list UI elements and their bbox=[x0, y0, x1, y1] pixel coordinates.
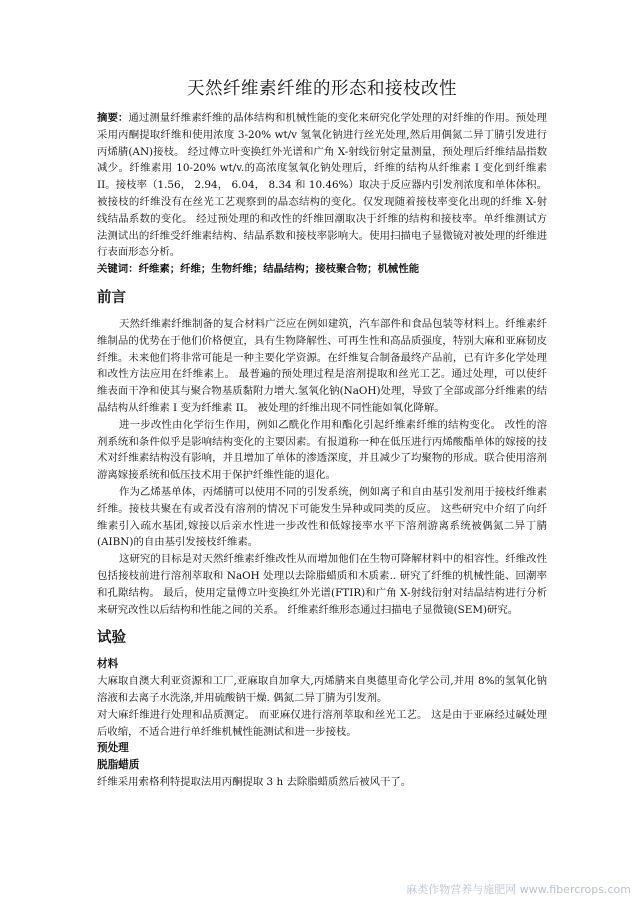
intro-paragraph-3: 作为乙烯基单体，丙烯腈可以使用不同的引发系统，例如离子和自由基引发剂用于接枝纤维素纤维。接枝共聚在有或者没有溶剂的情况下可能发生异种或同类的反应。 这些研究中介绍了向纤维素引入疏水基团,嫁接以后亲水性进一步改性和低嫁接率水平下溶剂游离系统被偶氮二异丁腈(AIBN)的自由基引发接枝纤维素。 bbox=[97, 485, 547, 549]
keywords bbox=[97, 261, 547, 278]
materials-paragraph-2: 对大麻纤维进行处理和品质测定。 而亚麻仅进行溶剂萃取和丝光工艺。 这是由于亚麻经过碱处理后收缩，不适合进行单纤维机械性能测试和进一步接枝。 bbox=[97, 708, 547, 738]
abstract-text: 通过测量纤维素纤维的晶体结构和机械性能的变化来研究化学处理的对纤维的作用。预处理采用丙酮提取纤维和使用浓度 3-20% wt/v 氢氧化钠进行丝光处理,然后用偶氮二异丁腈引发进行丙烯腈(AN)接枝。 经过傅立叶变换红外光谱和广角 X-射线衍射定量测量，预处理后纤维结晶指数减少。纤维素用 10-20% wt/v.的高浓度氢氧化钠处理后，纤维的结构从纤维素 I 变化到纤维素 II。接枝率（1.56， 2.94， 6.04， 8.34 和 10.46%）取决于反应器内引发剂浓度和单体体积。被接枝的纤维没有在丝光工艺观察到的晶态结构的变化。仅发现随着接枝率变化出现的纤维 X-射线结晶系数的变化。 经过预处理的和改性的纤维回潮取决于纤维的结构和接枝率。单纤维测试方法测试出的纤维受纤维素结构、结晶系数和接枝率影响大。使用扫描电子显微镜对被处理的纤维进行表面形态分析。 bbox=[97, 112, 548, 259]
paper-page bbox=[97, 78, 547, 791]
keywords-text: 纤维素；纤维；生物纤维；结晶结构；接枝聚合物；机械性能 bbox=[138, 263, 420, 276]
intro-paragraph-1: 天然纤维素纤维制备的复合材料广泛应在例如建筑，汽车部件和食品包装等材料上。纤维素纤维制品的优势在于他们价格便宜，具有生物降解性、可再生性和高品质强度，特别大麻和亚麻韧皮纤维。未来他们将非常可能是一种主要化学资源。在纤维复合制备最终产品前，已有许多化学处理和改性方法应用在纤维素上。 最普遍的预处理过程是溶剂提取和丝光工艺。通过处理，可以使纤维表面干净和使其与聚合物基质黏附力增大.氢氧化钠(NaOH)处理，导致了全部或部分纤维素的结晶结构从纤维素 I 变为纤维素 II。 被处理的纤维出现不同性能如氧化降解。 bbox=[97, 317, 547, 414]
section-heading-intro: 前言 bbox=[97, 289, 126, 306]
watermark-text: 麻类作物营养与施肥网 www.fibercrops.com bbox=[406, 883, 631, 896]
subheading-materials: 材料 bbox=[97, 658, 119, 671]
paper-title: 天然纤维素纤维的形态和接枝改性 bbox=[187, 79, 457, 99]
intro-paragraph-4: 这研究的目标是对天然纤维素纤维改性从而增加他们在生物可降解材料中的相容性。纤维改性包括接枝前进行溶剂萃取和 NaOH 处理以去除脂蜡质和木质素.. 研究了纤维的机械性能、回潮率和孔隙结构。 最后，使用定量傅立叶变换红外光谱(FTIR)和广角 X-射线衍射对结晶结构进行分析来研究改性以后结构和性能之间的关系。 纤维素纤维形态通过扫描电子显微镜(SEM)研究。 bbox=[97, 553, 547, 616]
dewaxing-paragraph: 纤维采用索格利特提取法用丙酮提取 3 h 去除脂蜡质然后被风干了。 bbox=[97, 775, 412, 788]
materials-paragraph-1: 大麻取自澳大利亚资源和工厂,亚麻取自加拿大,丙烯腈来自奥德里奇化学公司,并用 8%的氢氧化钠溶液和去离子水洗涤,并用硫酸钠干燥. 偶氮二异丁腈为引发剂。 bbox=[97, 675, 547, 704]
subheading-dewaxing: 脱脂蜡质 bbox=[97, 759, 140, 772]
intro-paragraph-2: 进一步改性由化学衍生作用，例如乙酰化作用和酯化引起纤维素纤维的结构变化。 改性的溶剂系统和条件似乎是影响结构变化的主要因素。有报道称一种在低压进行丙烯酸酯单体的嫁接的技术对纤维素结构没有影响，并且增加了单体的渗透深度，并且减少了均聚物的形成。联合使用溶剂游离嫁接系统和低压技术用于保护纤维性能的退化。 bbox=[97, 418, 547, 482]
keywords-label: 关键词： bbox=[97, 263, 139, 276]
section-heading-experiment: 试验 bbox=[97, 630, 126, 647]
abstract bbox=[97, 110, 547, 261]
abstract-label: 摘要： bbox=[97, 112, 129, 124]
subheading-pretreatment: 预处理 bbox=[97, 742, 129, 755]
